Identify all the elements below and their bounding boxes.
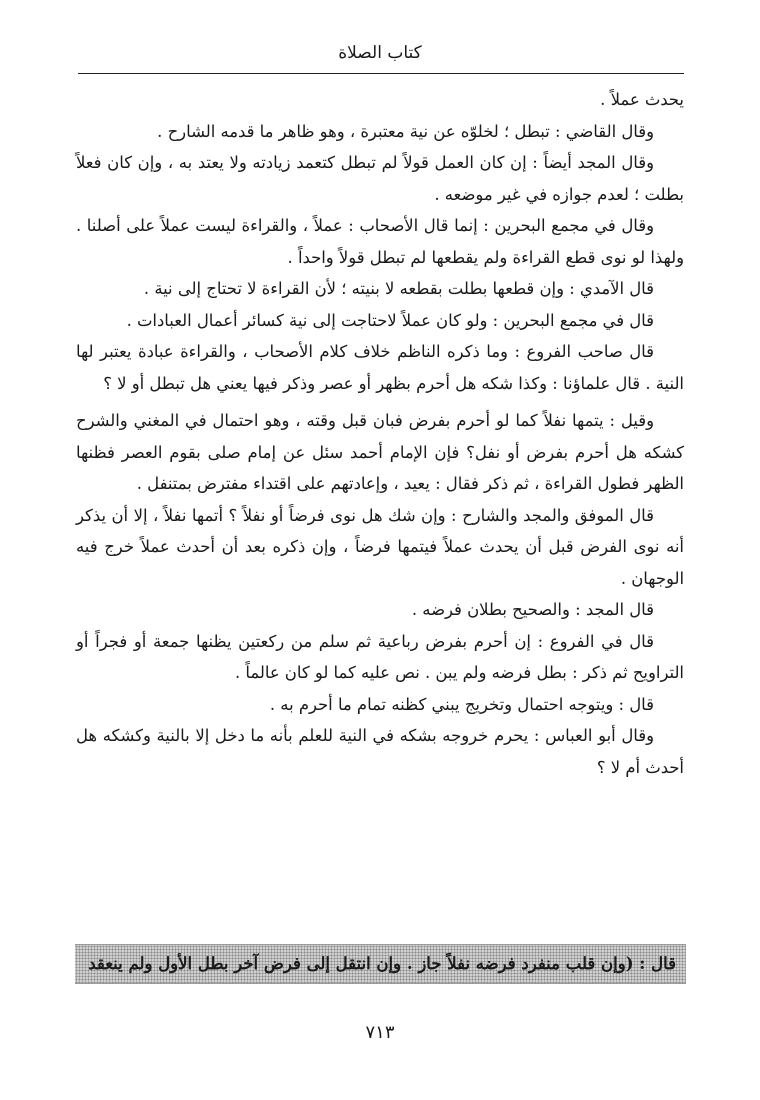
paragraph: وقال أبو العباس : يحرم خروجه بشكه في النية للعلم بأنه ما دخل إلا بالنية وكشكه هل أحدث أم لا ؟	[76, 726, 684, 777]
paragraph: يحدث عملاً .	[600, 90, 684, 109]
paragraph: قال في الفروع : إن أحرم بفرض رباعية ثم سلم من ركعتين يظنها جمعة أو فجراً أو التراويح ثم ذكر : بطل فرضه ولم يبن . نص عليه كما لو كان عالماً .	[76, 631, 684, 682]
paragraph: وقال في مجمع البحرين : إنما قال الأصحاب : عملاً ، والقراءة ليست عملاً على أصلنا . ولهذا لو نوى قطع القراءة ولم يقطعها لم تبطل قولاً واحداً .	[76, 216, 684, 267]
paragraph: وقال القاضي : تبطل ؛ لخلوّه عن نية معتبرة ، وهو ظاهر ما قدمه الشارح .	[157, 121, 654, 141]
paragraph: قال في مجمع البحرين : ولو كان عملاً لاحتاجت إلى نية كسائر أعمال العبادات .	[126, 310, 654, 330]
highlighted-matn-line: قال : (وإن قلب منفرد فرضه نفلاً جاز . وإن انتقل إلى فرض آخر بطل الأول ولم ينعقد	[75, 944, 686, 984]
paragraph: قال الآمدي : وإن قطعها بطلت بقطعه لا بنيته ؛ لأن القراءة لا تحتاج إلى نية .	[143, 279, 654, 298]
paragraph: وقيل : يتمها نفلاً كما لو أحرم بفرض فبان قبل وقته ، وهو احتمال في المغني والشرح كشكه هل أحرم بفرض أو نفل؟ فإن الإمام أحمد سئل عن إمام صلى بقوم العصر فظنها الظهر فطول القراءة ، ثم ذكر فقال : يعيد ، وإعادتهم على اقتداء مفترض بمتنفل .	[76, 411, 684, 493]
header-rule	[78, 73, 684, 74]
running-head-title: كتاب الصلاة	[338, 43, 422, 63]
paragraph: وقال المجد أيضاً : إن كان العمل قولاً لم تبطل كتعمد زيادته ولا يعتد به ، وإن كان فعلاً بطلت ؛ لعدم جوازه في غير موضعه .	[76, 153, 684, 204]
paragraph: قال الموفق والمجد والشارح : وإن شك هل نوى فرضاً أو نفلاً ؟ أتمها نفلاً ، إلا أن يذكر أنه نوى الفرض قبل أن يحدث عملاً فيتمها فرضاً ، وإن ذكره بعد أن أحدث عملاً خرج فيه الوجهان .	[76, 505, 684, 588]
paragraph: قال : ويتوجه احتمال وتخريج يبني كظنه تمام ما أحرم به .	[269, 694, 654, 714]
paragraph: قال المجد : والصحيح بطلان فرضه .	[411, 600, 654, 619]
body-text	[76, 84, 684, 783]
page-number: ٧١٣	[365, 1022, 395, 1043]
paragraph: قال صاحب الفروع : وما ذكره الناظم خلاف كلام الأصحاب ، والقراءة عبادة يعتبر لها النية . قال علماؤنا : وكذا شكه هل أحرم بظهر أو عصر وذكر فيها يعني هل تبطل أو لا ؟	[76, 342, 684, 393]
